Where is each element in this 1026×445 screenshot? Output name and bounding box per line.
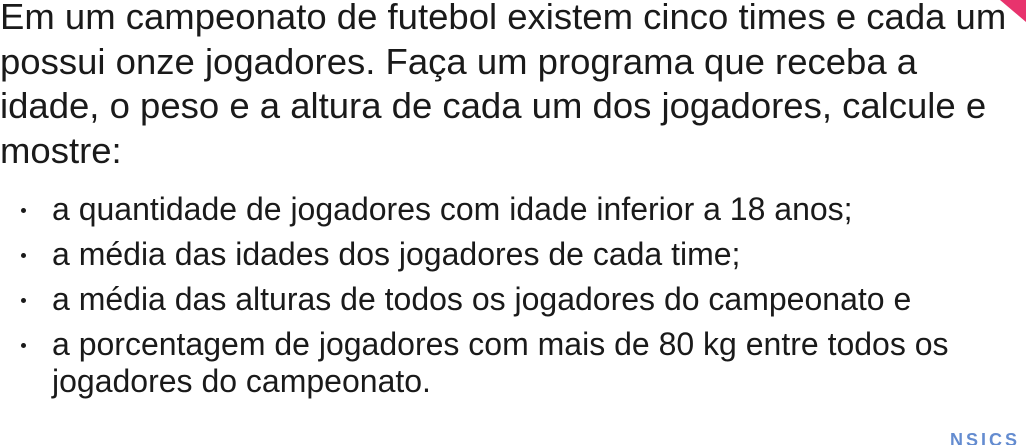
bullet-icon xyxy=(21,343,26,348)
bullet-icon xyxy=(21,298,26,303)
problem-statement: Em um campeonato de futebol existem cinco times e cada um possui onze jogadores. Faça um programa que receba a idade, o peso e a altura de cada um dos jogadores, calcule e mostre: xyxy=(0,0,1007,171)
list-item-text: a média das alturas de todos os jogadores do campeonato e xyxy=(52,281,912,317)
requirements-list xyxy=(0,191,1026,408)
list-item-text: a porcentagem de jogadores com mais de 80 kg entre todos os jogadores do campeonato. xyxy=(52,326,949,399)
list-item xyxy=(0,281,1026,318)
list-item-text: a média das idades dos jogadores de cada time; xyxy=(52,236,741,272)
list-item-text: a quantidade de jogadores com idade inferior a 18 anos; xyxy=(52,191,853,227)
list-item xyxy=(0,191,1026,228)
bullet-icon xyxy=(21,253,26,258)
list-item xyxy=(0,236,1026,273)
bullet-icon xyxy=(21,208,26,213)
list-item xyxy=(0,326,1026,400)
brand-logo: NSICS xyxy=(949,430,1020,445)
